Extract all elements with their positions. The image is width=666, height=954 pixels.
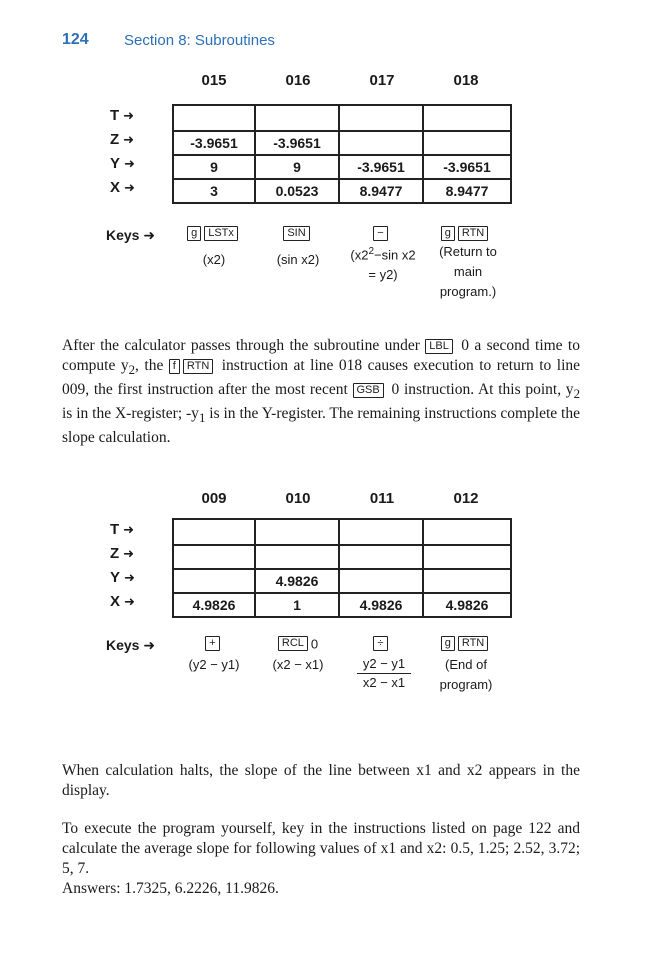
keys-label: Keys ➜ xyxy=(106,637,156,653)
stack-cell xyxy=(340,106,424,132)
body-paragraph: After the calculator passes through the subroutine under LBL 0 a second time to compute $y_2$, the f RTN instruction at line 018 causes execution to return to line 009, the first instruction after the most recent GSB 0 instruction. At this point, $y_2$ is in the X-register; $-y_1$ is in the Y-register. The remaining instructions complete the slope calculation. xyxy=(62,337,581,447)
stack-cell xyxy=(174,570,256,594)
stack-cell: 4.9826 xyxy=(256,570,340,594)
key-gsb: GSB xyxy=(353,383,384,398)
note: (sin x2) xyxy=(276,252,320,267)
stack-grid xyxy=(172,518,512,618)
register-label-x: X ➜ xyxy=(110,179,135,196)
column-header: 010 xyxy=(285,490,311,507)
stack-cell xyxy=(174,520,256,546)
column-header: 011 xyxy=(369,490,395,507)
section-title: Section 8: Subroutines xyxy=(124,32,275,49)
column-header: 018 xyxy=(453,72,479,89)
stack-cell xyxy=(424,106,510,132)
stack-cell xyxy=(256,520,340,546)
key-sequence xyxy=(340,635,424,653)
key-sequence: RCL 0 xyxy=(256,635,340,653)
stack-cell: -3.9651 xyxy=(256,132,340,156)
register-label-t: T ➜ xyxy=(110,521,135,538)
stack-cell: 4.9826 xyxy=(174,594,256,616)
register-label-x: X ➜ xyxy=(110,593,135,610)
key-f: f xyxy=(169,359,180,374)
stack-cell xyxy=(424,132,510,156)
column-header: 016 xyxy=(285,72,311,89)
arrow-icon: ➜ xyxy=(124,180,135,195)
arrow-icon: ➜ xyxy=(143,227,156,243)
stack-cell xyxy=(174,106,256,132)
key-lstx: LSTx xyxy=(204,226,238,241)
note: (x2) xyxy=(202,252,226,267)
arrow-icon: ➜ xyxy=(124,570,135,585)
key-minus: − xyxy=(373,226,387,241)
stack-cell: 1 xyxy=(256,594,340,616)
register-label-z: Z ➜ xyxy=(110,545,135,562)
register-label-t: T ➜ xyxy=(110,107,135,124)
stack-grid xyxy=(172,104,512,204)
key-sin: SIN xyxy=(283,226,309,241)
stack-cell: -3.9651 xyxy=(174,132,256,156)
stack-cell xyxy=(424,546,510,570)
key-divide: ÷ xyxy=(373,636,387,651)
stack-cell xyxy=(256,546,340,570)
stack-cell: -3.9651 xyxy=(340,156,424,180)
note: (End of program) xyxy=(439,657,493,692)
stack-cell: 8.9477 xyxy=(340,180,424,202)
note: (x2 − x1) xyxy=(272,657,324,672)
key-sequence xyxy=(424,225,508,243)
arrow-icon: ➜ xyxy=(123,132,135,147)
column-header: 017 xyxy=(369,72,395,89)
key-g: g xyxy=(441,226,455,241)
key-sequence xyxy=(424,635,508,653)
arrow-icon: ➜ xyxy=(123,108,135,123)
key-sequence xyxy=(340,225,424,243)
column-header: 015 xyxy=(201,72,227,89)
stack-cell: -3.9651 xyxy=(424,156,510,180)
body-paragraph: To execute the program yourself, key in the instructions listed on page 122 and calculate the average slope for following values of x1 and x2: 0.5, 1.25; 2.52, 3.72; 5, 7. xyxy=(62,820,580,877)
stack-cell: 0.0523 xyxy=(256,180,340,202)
note: (Return to main program.) xyxy=(439,244,497,299)
arrow-icon: ➜ xyxy=(123,546,135,561)
note-fraction: $\frac{y2 - y1}{x2 - x1}$ xyxy=(334,655,434,693)
column-header: 012 xyxy=(453,490,479,507)
register-label-z: Z ➜ xyxy=(110,131,135,148)
stack-cell: 3 xyxy=(174,180,256,202)
key-plus: + xyxy=(205,636,219,651)
arrow-icon: ➜ xyxy=(123,522,135,537)
stack-cell: 4.9826 xyxy=(445,597,489,613)
register-label-y: Y ➜ xyxy=(110,569,135,586)
stack-cell xyxy=(340,546,424,570)
key-sequence xyxy=(172,225,256,243)
stack-cell xyxy=(424,570,510,594)
key-sequence xyxy=(256,225,340,243)
arrow-icon: ➜ xyxy=(143,637,156,653)
stack-cell: 9 xyxy=(174,156,256,180)
key-lbl: LBL xyxy=(425,339,453,354)
stack-cell xyxy=(424,520,510,546)
arrow-icon: ➜ xyxy=(124,594,135,609)
stack-cell: 9 xyxy=(256,156,340,180)
key-sequence xyxy=(172,635,256,653)
note: (y2 − y1) xyxy=(188,657,240,672)
key-rcl: RCL xyxy=(278,636,308,651)
column-header: 009 xyxy=(201,490,227,507)
register-label-y: Y ➜ xyxy=(110,155,135,172)
stack-cell xyxy=(340,132,424,156)
answers-line: Answers: 1.7325, 6.2226, 11.9826. xyxy=(62,880,279,897)
stack-cell xyxy=(340,570,424,594)
page-number: 124 xyxy=(62,31,89,48)
arrow-icon: ➜ xyxy=(124,156,135,171)
keys-label: Keys ➜ xyxy=(106,227,156,243)
stack-cell xyxy=(340,520,424,546)
stack-cell xyxy=(256,106,340,132)
key-rtn: RTN xyxy=(183,359,213,374)
stack-cell xyxy=(174,546,256,570)
key-g: g xyxy=(441,636,455,651)
key-g: g xyxy=(187,226,201,241)
stack-cell: 4.9826 xyxy=(340,594,424,616)
key-rtn: RTN xyxy=(458,636,488,651)
stack-diagram-2 xyxy=(0,490,666,705)
note: ($x2^2-\sin$ x2 = y2) xyxy=(350,246,416,283)
stack-cell: 8.9477 xyxy=(445,183,489,199)
stack-diagram-1 xyxy=(0,72,666,312)
body-paragraph: When calculation halts, the slope of the line between x1 and x2 appears in the display. xyxy=(62,762,580,799)
key-rtn: RTN xyxy=(458,226,488,241)
